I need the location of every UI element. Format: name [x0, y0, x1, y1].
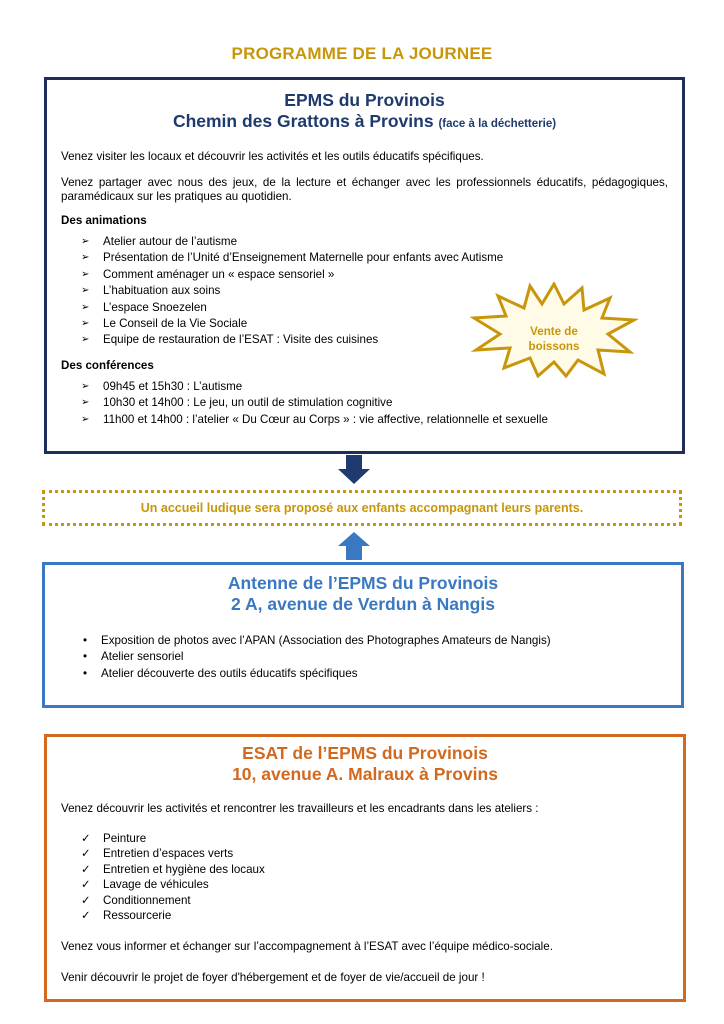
- starburst-line: boissons: [528, 340, 580, 353]
- section-title: Antenne de l’EPMS du Provinois: [227, 573, 499, 593]
- dot-bullet-icon: •: [83, 634, 88, 647]
- list-item-text: Atelier autour de l’autisme: [103, 235, 238, 248]
- intro-paragraph: Venez visiter les locaux et découvrir les activités et les outils éducatifs spécifiques.: [61, 150, 484, 163]
- arrow-bullet-icon: ➢: [81, 380, 90, 392]
- arrow-bullet-icon: ➢: [81, 285, 90, 297]
- section-address: 10, avenue A. Malraux à Provins: [232, 764, 498, 784]
- check-icon: ✓: [81, 909, 91, 923]
- dot-bullet-icon: •: [83, 650, 88, 664]
- section-heading: [61, 743, 669, 785]
- intro-paragraph: Venez découvrir les activités et rencontrer les travailleurs et les encadrants dans les ateliers :: [61, 802, 539, 815]
- list-item: [81, 379, 668, 395]
- list-item-text: 09h45 et 15h30 : L’autisme: [103, 379, 243, 393]
- epms-provinois-section: [44, 77, 685, 454]
- list-item-text: Lavage de véhicules: [103, 878, 209, 892]
- list-item: [83, 649, 681, 665]
- address-text: Chemin des Grattons à Provins: [172, 111, 434, 131]
- list-item: [81, 250, 668, 266]
- list-item: [81, 831, 669, 846]
- list-item: [83, 633, 681, 649]
- section-title: EPMS du Provinois: [284, 90, 445, 110]
- list-item-text: Conditionnement: [103, 893, 191, 907]
- list-item: [81, 908, 669, 923]
- arrow-bullet-icon: ➢: [81, 252, 90, 264]
- section-title: ESAT de l’EPMS du Provinois: [242, 743, 488, 763]
- share-paragraph: Venez partager avec nous des jeux, de la lecture et échanger avec les professionnels éducatifs, pédagogiques, paramédicaux sur les pratiques au quotidien.: [61, 176, 668, 203]
- arrow-bullet-icon: ➢: [81, 236, 90, 247]
- arrow-bullet-icon: ➢: [81, 397, 90, 409]
- list-item: [81, 395, 668, 411]
- list-item-text: Entretien et hygiène des locaux: [103, 862, 265, 876]
- conferences-list: [81, 379, 668, 428]
- arrow-bullet-icon: ➢: [81, 301, 90, 313]
- arrow-bullet-icon: ➢: [81, 413, 90, 425]
- list-item: [81, 846, 669, 861]
- list-item-text: Présentation de l’Unité d’Enseignement Maternelle pour enfants avec Autisme: [103, 251, 504, 265]
- workshops-list: [81, 831, 669, 923]
- check-icon: ✓: [81, 832, 91, 845]
- list-item: [83, 666, 681, 682]
- list-item: [81, 862, 669, 877]
- list-item-text: L’espace Snoezelen: [103, 300, 207, 314]
- esat-provins-section: [44, 734, 686, 1002]
- list-item-text: Comment aménager un « espace sensoriel »: [103, 267, 335, 281]
- check-icon: ✓: [81, 847, 91, 861]
- list-item-text: Ressourcerie: [103, 909, 172, 923]
- arrow-bullet-icon: ➢: [81, 268, 90, 280]
- arrow-up-icon: [336, 532, 372, 560]
- list-item-text: Equipe de restauration de l’ESAT : Visite des cuisines: [103, 333, 379, 347]
- arrow-bullet-icon: ➢: [81, 334, 90, 346]
- list-item: [81, 893, 669, 908]
- page-title: PROGRAMME DE LA JOURNEE: [231, 44, 493, 63]
- list-item: [81, 412, 668, 428]
- list-item: [81, 234, 668, 250]
- section-address: 2 A, avenue de Verdun à Nangis: [231, 594, 495, 614]
- foyer-paragraph: Venir découvrir le projet de foyer d'hébergement et de foyer de vie/accueil de jour !: [61, 971, 485, 985]
- list-item: [81, 267, 668, 283]
- list-item: [81, 877, 669, 892]
- children-welcome-banner: Un accueil ludique sera proposé aux enfants accompagnant leurs parents.: [42, 490, 682, 526]
- check-icon: ✓: [81, 878, 91, 892]
- list-item-text: Atelier découverte des outils éducatifs spécifiques: [101, 666, 358, 680]
- list-item-text: 10h30 et 14h00 : Le jeu, un outil de stimulation cognitive: [103, 396, 393, 410]
- list-item-text: Atelier sensoriel: [101, 650, 184, 664]
- animations-heading: Des animations: [61, 214, 147, 227]
- arrow-down-icon: [336, 455, 372, 485]
- list-item-text: Exposition de photos avec l’APAN (Association des Photographes Amateurs de Nangis): [101, 634, 551, 647]
- section-address: [61, 111, 668, 135]
- dot-bullet-icon: •: [83, 666, 88, 680]
- section-heading: [61, 90, 668, 135]
- arrow-bullet-icon: ➢: [81, 318, 90, 330]
- section-heading: [45, 573, 681, 615]
- starburst-label: [514, 324, 594, 354]
- starburst-line: Vente de: [530, 325, 578, 338]
- list-item-text: Peinture: [103, 832, 147, 845]
- check-icon: ✓: [81, 862, 91, 876]
- conferences-heading: Des conférences: [61, 358, 154, 372]
- info-paragraph: Venez vous informer et échanger sur l’accompagnement à l’ESAT avec l’équipe médico-sociale.: [61, 940, 553, 954]
- check-icon: ✓: [81, 893, 91, 907]
- list-item-text: L’habituation aux soins: [103, 284, 221, 298]
- list-item-text: Entretien d’espaces verts: [103, 847, 234, 861]
- list-item-text: 11h00 et 14h00 : l’atelier « Du Cœur au Corps » : vie affective, relationnelle et sexuelle: [103, 412, 548, 426]
- address-note: (face à la déchetterie): [438, 118, 557, 130]
- list-item-text: Le Conseil de la Vie Sociale: [103, 317, 248, 331]
- antenne-activities-list: [83, 633, 681, 682]
- antenne-nangis-section: [42, 562, 684, 708]
